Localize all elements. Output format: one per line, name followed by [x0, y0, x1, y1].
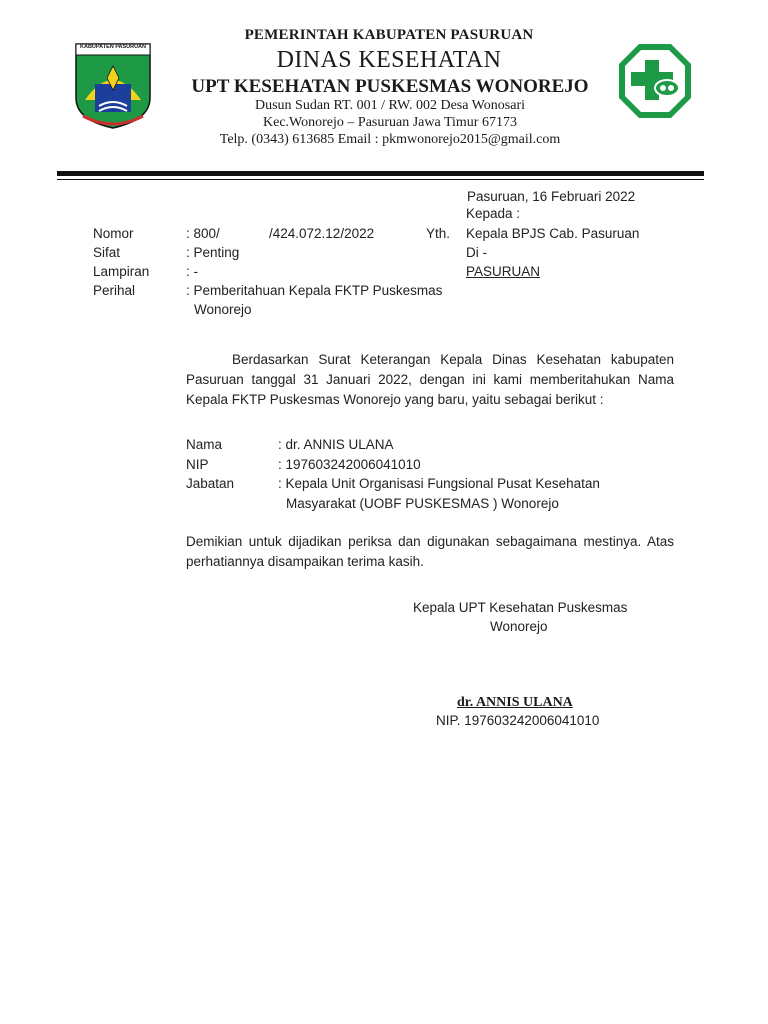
kop-address-2: Kec.Wonorejo – Pasuruan Jawa Timur 67173	[263, 115, 517, 130]
nomor-label: Nomor	[93, 226, 134, 241]
body-paragraph	[186, 350, 674, 410]
signatory-office: Wonorejo	[490, 619, 548, 634]
signatory-nip: NIP. 197603242006041010	[436, 713, 600, 728]
nama-value: : dr. ANNIS ULANA	[278, 437, 394, 452]
signatory-name: dr. ANNIS ULANA	[457, 695, 573, 710]
recipient-di: Di -	[466, 245, 487, 260]
lampiran-value: : -	[186, 264, 198, 279]
kop-unit: UPT KESEHATAN PUSKESMAS WONOREJO	[191, 76, 589, 97]
kop-department: DINAS KESEHATAN	[276, 47, 502, 73]
nomor-value: : 800/	[186, 226, 220, 241]
lampiran-label: Lampiran	[93, 264, 150, 279]
recipient-name: Kepala BPJS Cab. Pasuruan	[466, 226, 640, 241]
closing-paragraph	[186, 532, 674, 572]
letter-date: Pasuruan, 16 Februari 2022	[467, 189, 636, 204]
recipient-kepada: Kepada :	[466, 206, 521, 221]
kop-government: PEMERINTAH KABUPATEN PASURUAN	[244, 27, 534, 43]
sifat-value: : Penting	[186, 245, 240, 260]
nip-value: : 197603242006041010	[278, 457, 421, 472]
body-line-1: Berdasarkan Surat Keterangan Kepala Dinas Kesehatan kabupaten	[232, 352, 674, 367]
jabatan-value: : Kepala Unit Organisasi Fungsional Pusat Kesehatan	[278, 476, 600, 491]
kop-contact: Telp. (0343) 613685 Email : pkmwonorejo2015@gmail.com	[219, 132, 561, 147]
perihal-value: : Pemberitahuan Kepala FKTP Puskesmas	[186, 283, 443, 298]
jabatan-value-cont: Masyarakat (UOBF PUSKESMAS ) Wonorejo	[286, 496, 559, 511]
body-line-2: Pasuruan tanggal 31 Januari 2022, dengan ini kami memberitahukan Nama	[186, 372, 674, 387]
signatory-title: Kepala UPT Kesehatan Puskesmas	[413, 600, 628, 615]
nama-label: Nama	[186, 437, 223, 452]
nomor-suffix: /424.072.12/2022	[269, 226, 375, 241]
jabatan-label: Jabatan	[186, 476, 235, 491]
letterhead-divider-thick	[57, 171, 704, 176]
closing-line-1: Demikian untuk dijadikan periksa dan digunakan sebagaimana mestinya. Atas	[186, 534, 674, 549]
sifat-label: Sifat	[93, 245, 121, 260]
letterhead-divider-thin	[57, 179, 704, 180]
nip-label: NIP	[186, 457, 209, 472]
perihal-label: Perihal	[93, 283, 136, 298]
crest-caption: KABUPATEN PASURUAN	[80, 44, 146, 50]
recipient-yth: Yth.	[426, 226, 451, 241]
body-line-3: Kepala FKTP Puskesmas Wonorejo yang baru, yaitu sebagai berikut :	[186, 392, 604, 407]
kop-address-1: Dusun Sudan RT. 001 / RW. 002 Desa Wonosari	[255, 98, 525, 113]
recipient-city: PASURUAN	[466, 264, 541, 279]
closing-line-2: perhatiannya disampaikan terima kasih.	[186, 554, 424, 569]
perihal-value-cont: Wonorejo	[194, 302, 252, 317]
